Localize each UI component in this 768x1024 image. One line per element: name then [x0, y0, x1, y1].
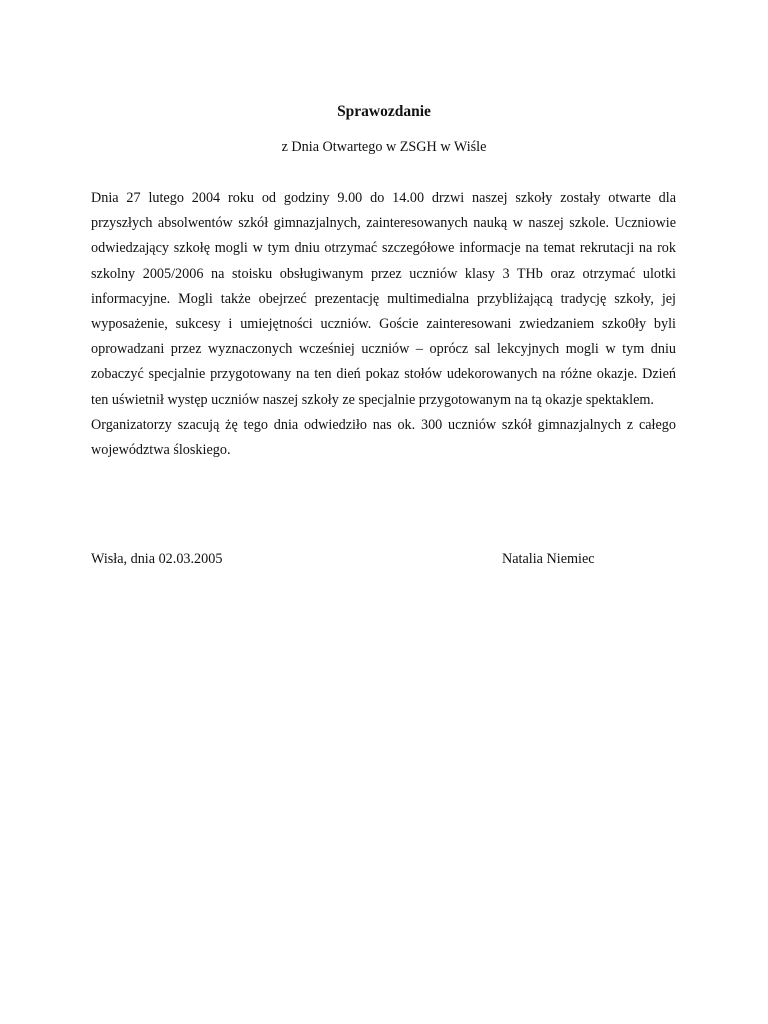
document-title: Sprawozdanie	[337, 103, 431, 120]
body-paragraph-main: Dnia 27 lutego 2004 roku od godziny 9.00 do 14.00 drzwi naszej szkoły zostały otwarte dla przyszłych absolwentów szkół gimnazjalnych, zainteresowanych nauką w naszej szkole. Uczniowie odwiedzający szkołę mogli w tym dniu otrzymać szczegółowe informacje na temat rekrutacji na rok szkolny 2005/2006 na stoisku obsługiwanym przez uczniów klasy 3 THb oraz otrzymać ulotki informacyjne. Mogli także obejrzeć prezentację multimedialna przybliżającą tradycję szkoły, jej wyposażenie, sukcesy i umiejętności uczniów. Goście zainteresowani zwiedzaniem szko0ły byli oprowadzani przez wyznaczonych wcześniej uczniów – oprócz sal lekcyjnych mogli w tym dniu zobaczyć specjalnie przygotowany na ten dień pokaz stołów udekorowanych na różne okazje. Dzień ten uświetnił występ uczniów naszej szkoły ze specjalnie przygotowanym na tą okazje spektaklem.	[91, 190, 676, 408]
document-body	[91, 186, 676, 463]
place-and-date: Wisła, dnia 02.03.2005	[91, 551, 223, 567]
document-subtitle: z Dnia Otwartego w ZSGH w Wiśle	[281, 139, 487, 155]
body-paragraph-closing: Organizatorzy szacują żę tego dnia odwiedziło nas ok. 300 uczniów szkół gimnazjalnych z całego województwa śloskiego.	[91, 416, 676, 459]
author-name: Natalia Niemiec	[502, 551, 595, 567]
